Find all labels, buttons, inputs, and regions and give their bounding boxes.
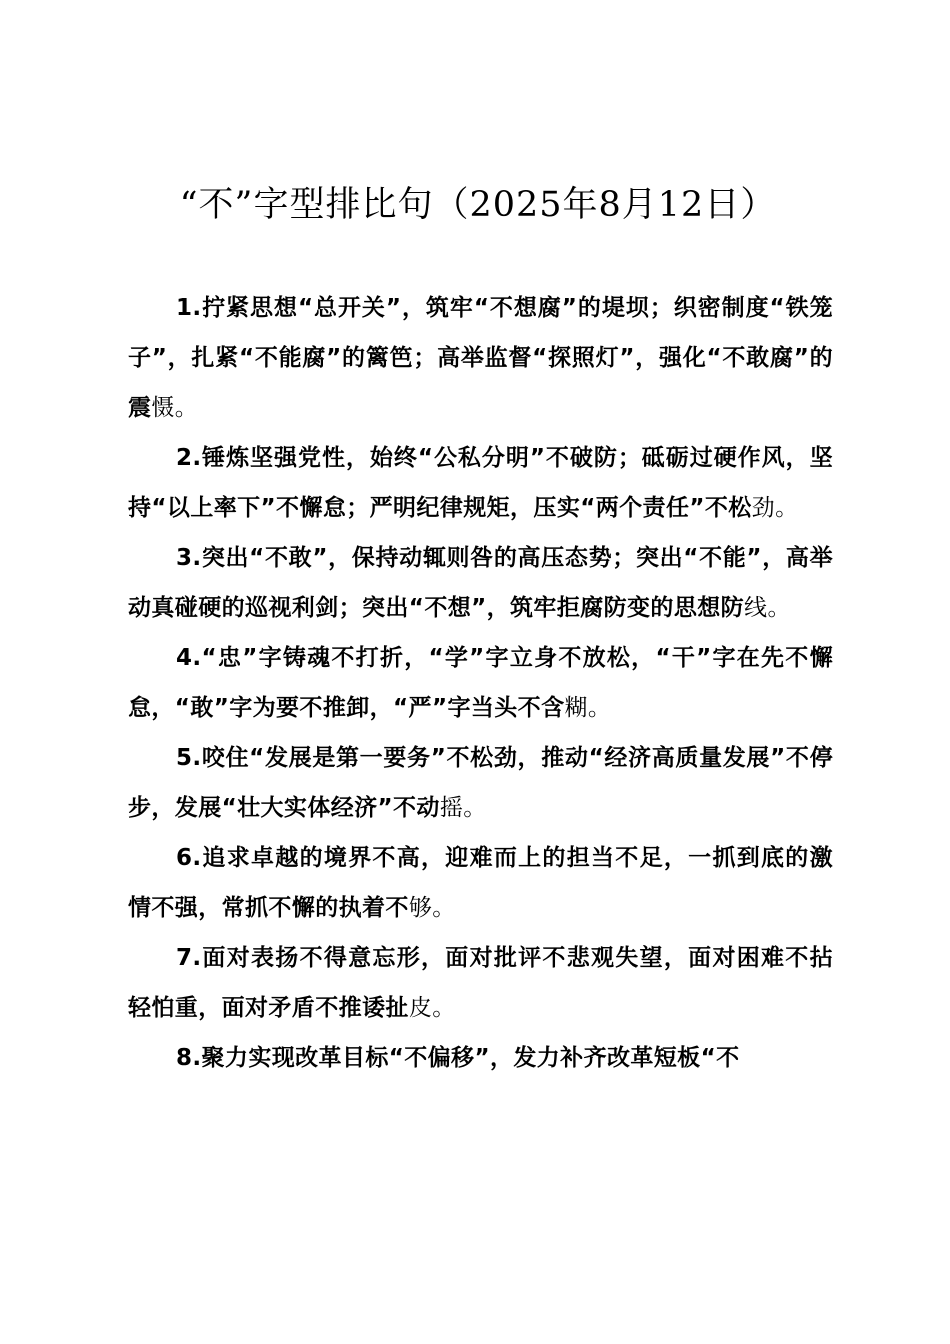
- paragraph-tail: 糊。: [564, 695, 612, 721]
- paragraph-2: [128, 433, 833, 533]
- paragraph-text: 4.“忠”字铸魂不打折，“学”字立身不放松，“干”字在先不懈怠，“敢”字为要不推卸，“严”字当头不含: [128, 645, 833, 721]
- paragraph-4: [128, 633, 833, 733]
- paragraph-tail: 劲。: [751, 495, 799, 521]
- document-body: [128, 283, 833, 1083]
- paragraph-8: [128, 1033, 833, 1083]
- paragraph-5: [128, 733, 833, 833]
- paragraph-text: 7.面对表扬不得意忘形，面对批评不悲观失望，面对困难不拈轻怕重，面对矛盾不推诿扯: [128, 945, 833, 1021]
- paragraph-tail: 摇。: [439, 795, 487, 821]
- document-title: “不”字型排比句（2025年8月12日）: [179, 185, 777, 225]
- paragraph-tail: 皮。: [408, 995, 456, 1021]
- paragraph-tail: 够。: [408, 895, 456, 921]
- paragraph-7: [128, 933, 833, 1033]
- paragraph-text: 5.咬住“发展是第一要务”不松劲，推动“经济高质量发展”不停步，发展“壮大实体经济”不动: [128, 745, 833, 821]
- paragraph-tail: 慑。: [151, 395, 199, 421]
- paragraph-text: 1.拧紧思想“总开关”，筑牢“不想腐”的堤坝；织密制度“铁笼子”，扎紧“不能腐”的篱笆；高举监督“探照灯”，强化“不敢腐”的震: [128, 295, 833, 421]
- paragraph-text: 2.锤炼坚强党性，始终“公私分明”不破防；砥砺过硬作风，坚持“以上率下”不懈怠；严明纪律规矩，压实“两个责任”不松: [128, 445, 833, 521]
- paragraph-text: 8.聚力实现改革目标“不偏移”，发力补齐改革短板“不: [176, 1045, 740, 1071]
- paragraph-text: 6.追求卓越的境界不高，迎难而上的担当不足，一抓到底的激情不强，常抓不懈的执着不: [128, 845, 833, 921]
- paragraph-tail: 线。: [744, 595, 791, 621]
- paragraph-3: [128, 533, 833, 633]
- paragraph-6: [128, 833, 833, 933]
- paragraph-1: [128, 283, 833, 433]
- paragraph-text: 3.突出“不敢”，保持动辄则咎的高压态势；突出“不能”，高举动真碰硬的巡视利剑；突出“不想”，筑牢拒腐防变的思想防: [128, 545, 833, 621]
